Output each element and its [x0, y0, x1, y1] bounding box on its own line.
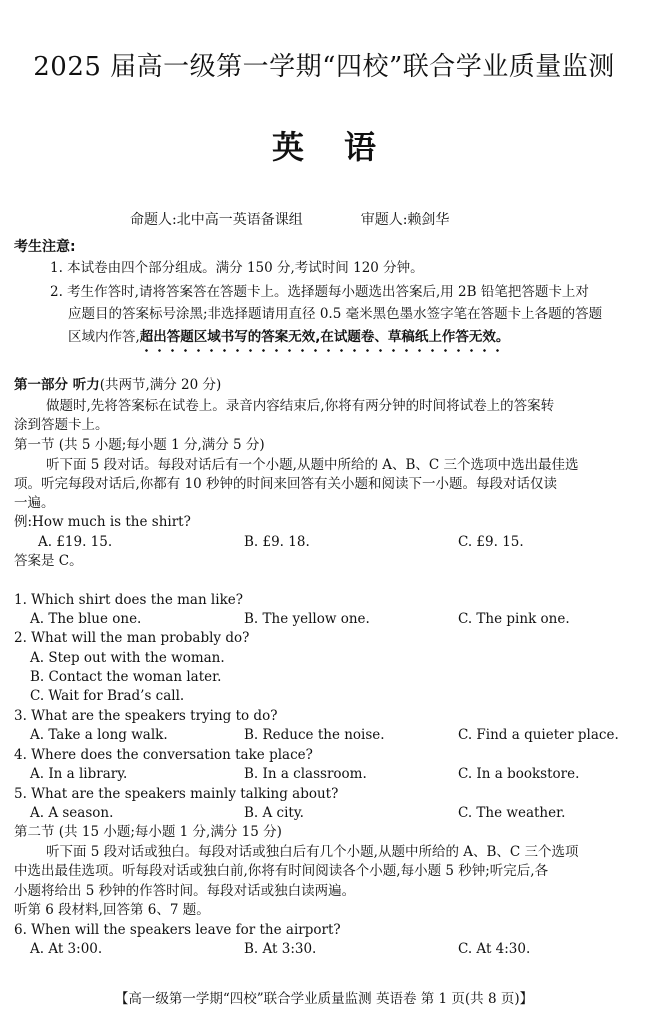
example-option-c: C. £9. 15.: [458, 534, 524, 550]
section1-instruction-line-3: 一遍。: [14, 495, 55, 511]
notice-item-2-line-1: 2. 考生作答时,请将答案答在答题卡上。选择题每小题选出答案后,用 2B 铅笔把答题卡上对: [50, 284, 589, 300]
section2-material-6: 听第 6 段材料,回答第 6、7 题。: [14, 902, 210, 918]
reviewer: 审题人:赖剑华: [360, 212, 450, 228]
setter: 命题人:北中高一英语备课组: [130, 212, 303, 228]
question-4-option-c: C. In a bookstore.: [458, 766, 580, 782]
part1-heading: [14, 379, 221, 393]
notice-item-2-line-3-start: 区域内作答,: [68, 329, 140, 345]
section2-instruction-line-2: 中选出最佳选项。听每段对话或独白前,你将有时间阅读各个小题,每小题 5 秒钟;听完后,各: [14, 863, 549, 879]
question-3: 3. What are the speakers trying to do?: [14, 708, 278, 724]
question-3-option-c: C. Find a quieter place.: [458, 727, 619, 743]
notice-warning-emphasis: 超出答题区域书写的答案无效,在试题卷、草稿纸上作答无效。: [139, 329, 510, 345]
question-4-option-a: A. In a library.: [30, 766, 128, 782]
subject-title: 英语: [271, 128, 416, 166]
question-1-option-c: C. The pink one.: [458, 611, 570, 627]
section1-instruction-line-1: 听下面 5 段对话。每段对话后有一个小题,从题中所给的 A、B、C 三个选项中选出最佳选: [46, 457, 579, 473]
question-3-option-b: B. Reduce the noise.: [244, 727, 385, 743]
section2-instruction-line-1: 听下面 5 段对话或独白。每段对话或独白后有几个小题,从题中所给的 A、B、C 三个选项: [46, 844, 579, 860]
question-2: 2. What will the man probably do?: [14, 630, 250, 646]
question-2-option-b: B. Contact the woman later.: [30, 669, 222, 685]
section1-heading: 第一节 (共 5 小题;每小题 1 分,满分 5 分): [14, 437, 265, 453]
example-question: 例:How much is the shirt?: [14, 514, 191, 530]
question-4: 4. Where does the conversation take place?: [14, 747, 313, 763]
part1-heading-score: (共两节,满分 20 分): [99, 377, 222, 393]
question-6: 6. When will the speakers leave for the airport?: [14, 922, 341, 938]
notice-heading: 考生注意:: [14, 239, 76, 255]
page-footer: 【高一级第一学期“四校”联合学业质量监测 英语卷 第 1 页(共 8 页)】: [114, 991, 534, 1007]
example-answer: 答案是 C。: [14, 553, 83, 569]
question-2-option-c: C. Wait for Brad’s call.: [30, 688, 185, 704]
question-5-option-a: A. A season.: [30, 805, 114, 821]
question-2-option-a: A. Step out with the woman.: [30, 650, 225, 666]
question-1: 1. Which shirt does the man like?: [14, 592, 243, 608]
notice-item-1: 1. 本试卷由四个部分组成。满分 150 分,考试时间 120 分钟。: [50, 260, 424, 276]
part1-intro-line-2: 涂到答题卡上。: [14, 417, 109, 433]
notice-item-2-line-2: 应题目的答案标号涂黑;非选择题请用直径 0.5 毫米黑色墨水签字笔在答题卡上各题的答题: [68, 306, 603, 322]
part1-heading-main: 第一部分 听力: [14, 377, 100, 393]
section2-heading: 第二节 (共 15 小题;每小题 1 分,满分 15 分): [14, 824, 282, 840]
section1-instruction-line-2: 项。听完每段对话后,你都有 10 秒钟的时间来回答有关小题和阅读下一小题。每段对话仅读: [14, 476, 558, 492]
question-3-option-a: A. Take a long walk.: [30, 727, 168, 743]
question-5-option-b: B. A city.: [244, 805, 304, 821]
question-1-option-a: A. The blue one.: [30, 611, 142, 627]
authors-line: [130, 209, 449, 229]
example-option-a: A. £19. 15.: [38, 534, 113, 550]
question-6-option-b: B. At 3:30.: [244, 941, 317, 957]
question-4-option-b: B. In a classroom.: [244, 766, 367, 782]
question-6-option-c: C. At 4:30.: [458, 941, 531, 957]
question-1-option-b: B. The yellow one.: [244, 611, 370, 627]
question-6-option-a: A. At 3:00.: [30, 941, 103, 957]
example-option-b: B. £9. 18.: [244, 534, 310, 550]
exam-title: 2025 届高一级第一学期“四校”联合学业质量监测: [33, 52, 615, 82]
section2-instruction-line-3: 小题将给出 5 秒钟的作答时间。每段对话或独白读两遍。: [14, 883, 356, 899]
question-5-option-c: C. The weather.: [458, 805, 566, 821]
part1-intro-line-1: 做题时,先将答案标在试卷上。录音内容结束后,你将有两分钟的时间将试卷上的答案转: [46, 398, 555, 414]
notice-item-2-line-3: [68, 331, 509, 345]
question-5: 5. What are the speakers mainly talking about?: [14, 786, 339, 802]
